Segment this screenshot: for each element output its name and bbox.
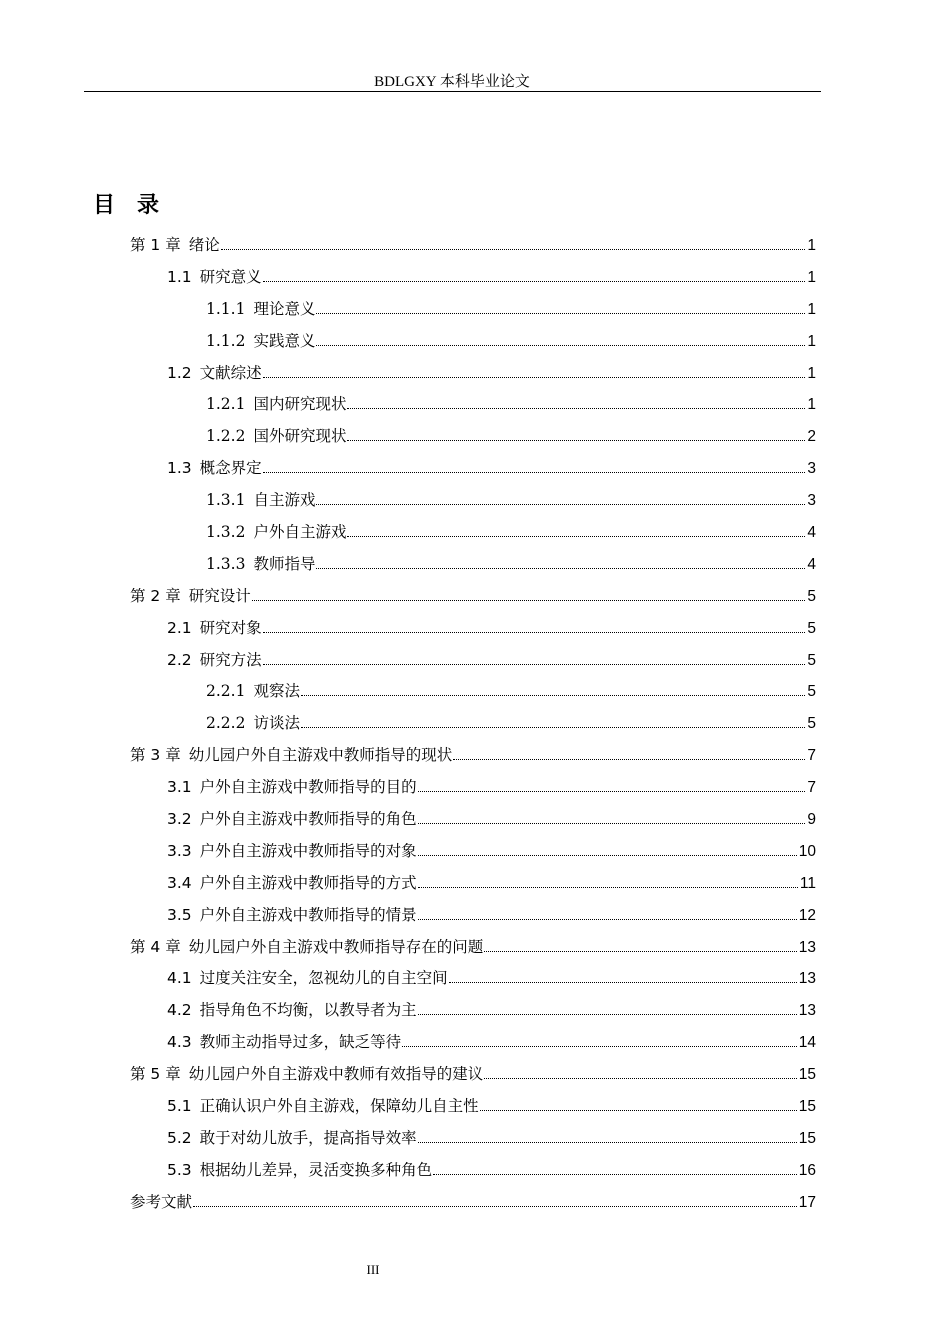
toc-entry-number: 第 4 章	[130, 937, 181, 956]
toc-entry[interactable]	[0, 834, 950, 866]
toc-leader-dots	[316, 568, 805, 569]
toc-entry[interactable]	[0, 579, 950, 611]
toc-entry[interactable]	[0, 866, 950, 898]
toc-entry-number: 2.2	[167, 650, 192, 669]
toc-entry-title: 户外自主游戏中教师指导的方式	[199, 873, 417, 892]
header-divider	[84, 91, 821, 92]
toc-entry[interactable]	[0, 611, 950, 643]
toc-entry[interactable]	[0, 961, 950, 993]
toc-entry-page: 14	[798, 1034, 816, 1052]
toc-leader-dots	[418, 1142, 797, 1143]
toc-leader-dots	[418, 1014, 797, 1015]
toc-entry-title: 户外自主游戏中教师指导的对象	[199, 841, 417, 860]
toc-entry-page: 9	[807, 810, 816, 828]
toc-entry-page: 5	[807, 587, 816, 605]
toc-entry-title: 过度关注安全，忽视幼儿的自主空间	[199, 969, 448, 988]
toc-entry-title: 理论意义	[253, 299, 316, 318]
toc-entry-number: 第 3 章	[130, 746, 181, 765]
toc-entry-title: 幼儿园户外自主游戏中教师指导的现状	[188, 746, 453, 765]
toc-entry[interactable]	[0, 1121, 950, 1153]
toc-leader-dots	[347, 408, 805, 409]
toc-entry[interactable]	[0, 930, 950, 962]
toc-entry-number: 3.3	[167, 841, 192, 860]
toc-leader-dots	[418, 887, 798, 888]
toc-leader-dots	[301, 727, 805, 728]
toc-entry-title: 户外自主游戏	[253, 522, 347, 541]
toc-leader-dots	[418, 791, 806, 792]
toc-entry[interactable]	[0, 770, 950, 802]
toc-entry-number: 第 5 章	[130, 1065, 181, 1084]
toc-entry-number: 5.3	[167, 1160, 192, 1179]
toc-entry-title: 绪论	[188, 235, 220, 254]
toc-entry-title: 幼儿园户外自主游戏中教师指导存在的问题	[188, 937, 484, 956]
toc-entry[interactable]	[0, 1153, 950, 1185]
toc-entry-page: 13	[798, 1002, 816, 1020]
toc-entry-number: 2.1	[167, 618, 192, 637]
toc-leader-dots	[484, 951, 797, 952]
toc-entry-title: 观察法	[253, 682, 300, 701]
toc-entry[interactable]	[0, 419, 950, 451]
toc-entry-title: 教师指导	[253, 554, 316, 573]
toc-entry-title: 敢于对幼儿放手，提高指导效率	[199, 1128, 417, 1147]
toc-entry-title: 自主游戏	[253, 491, 316, 510]
toc-entry-title: 研究设计	[188, 586, 251, 605]
toc-entry-title: 指导角色不均衡，以教导者为主	[199, 1001, 417, 1020]
toc-entry-title: 国外研究现状	[253, 427, 347, 446]
toc-leader-dots	[263, 377, 806, 378]
toc-leader-dots	[418, 823, 806, 824]
toc-entry-number: 1.3.1	[206, 491, 246, 510]
toc-leader-dots	[301, 695, 805, 696]
toc-entry-page: 10	[798, 842, 816, 860]
toc-entry-number: 3.2	[167, 809, 192, 828]
toc-entry-title: 国内研究现状	[253, 395, 347, 414]
toc-leader-dots	[263, 281, 806, 282]
toc-entry-page: 3	[807, 492, 816, 510]
toc-leader-dots	[402, 1046, 797, 1047]
toc-entry-title: 研究对象	[199, 618, 262, 637]
toc-entry-number: 1.3.2	[206, 522, 246, 541]
toc-entry[interactable]	[0, 643, 950, 675]
toc-leader-dots	[449, 982, 797, 983]
toc-entry-page: 13	[798, 938, 816, 956]
toc-entry-number: 1.2.1	[206, 395, 246, 414]
toc-entry[interactable]	[0, 1089, 950, 1121]
toc-leader-dots	[193, 1206, 797, 1207]
toc-entry-page: 2	[807, 428, 816, 446]
toc-leader-dots	[316, 345, 805, 346]
toc-entry-number: 4.1	[167, 969, 192, 988]
toc-entry-number: 3.5	[167, 905, 192, 924]
toc-leader-dots	[418, 919, 797, 920]
toc-entry-page: 15	[798, 1066, 816, 1084]
toc-entry-page: 5	[807, 715, 816, 733]
toc-leader-dots	[347, 536, 805, 537]
toc-entry-page: 1	[807, 396, 816, 414]
toc-entry-title: 参考文献	[130, 1192, 193, 1211]
toc-entry-page: 4	[807, 523, 816, 541]
toc-entry[interactable]	[0, 356, 950, 388]
toc-leader-dots	[433, 1174, 797, 1175]
toc-entry[interactable]	[0, 898, 950, 930]
toc-leader-dots	[316, 313, 805, 314]
toc-entry-number: 5.1	[167, 1096, 192, 1115]
toc-entry[interactable]	[0, 802, 950, 834]
toc-entry-page: 1	[807, 236, 816, 254]
toc-leader-dots	[263, 632, 806, 633]
toc-entry-page: 5	[807, 619, 816, 637]
toc-entry-number: 4.2	[167, 1001, 192, 1020]
toc-entry-title: 根据幼儿差异，灵活变换多种角色	[199, 1160, 433, 1179]
toc-entry[interactable]	[0, 387, 950, 419]
toc-entry-page: 15	[798, 1129, 816, 1147]
toc-entry-title: 正确认识户外自主游戏，保障幼儿自主性	[199, 1096, 479, 1115]
toc-entry-page: 13	[798, 970, 816, 988]
toc-entry[interactable]	[0, 674, 950, 706]
toc-entry-number: 1.1	[167, 267, 192, 286]
toc-entry-page: 5	[807, 683, 816, 701]
toc-entry-page: 15	[798, 1097, 816, 1115]
toc-entry-page: 7	[807, 747, 816, 765]
toc-entry[interactable]	[0, 1057, 950, 1089]
toc-entry-title: 研究方法	[199, 650, 262, 669]
toc-entry-page: 12	[798, 906, 816, 924]
toc-entry-number: 1.2.2	[206, 427, 246, 446]
toc-entry[interactable]	[0, 515, 950, 547]
toc-entry-title: 户外自主游戏中教师指导的情景	[199, 905, 417, 924]
toc-entry[interactable]	[0, 547, 950, 579]
toc-entry-page: 3	[807, 460, 816, 478]
toc-leader-dots	[221, 249, 806, 250]
toc-entry-page: 7	[807, 779, 816, 797]
toc-entry-page: 5	[807, 651, 816, 669]
toc-entry-title: 研究意义	[199, 267, 262, 286]
toc-entry-title: 概念界定	[199, 459, 262, 478]
toc-entry-number: 1.3.3	[206, 554, 246, 573]
toc-entry-number: 1.1.1	[206, 299, 246, 318]
toc-entry-number: 2.2.1	[206, 682, 246, 701]
toc-entry-number: 1.2	[167, 363, 192, 382]
toc-entry-page: 1	[807, 268, 816, 286]
toc-entry-number: 3.1	[167, 778, 192, 797]
toc-entry[interactable]	[0, 451, 950, 483]
toc-entry-number: 1.3	[167, 459, 192, 478]
toc-entry[interactable]	[0, 228, 950, 260]
toc-entry[interactable]	[0, 483, 950, 515]
toc-leader-dots	[252, 600, 806, 601]
toc-leader-dots	[480, 1110, 797, 1111]
toc-entry-title: 幼儿园户外自主游戏中教师有效指导的建议	[188, 1065, 484, 1084]
page-header: BDLGXY 本科毕业论文	[374, 74, 530, 90]
toc-entry[interactable]	[0, 324, 950, 356]
page-number: III	[366, 1262, 380, 1277]
toc-entry[interactable]	[0, 292, 950, 324]
toc-leader-dots	[263, 472, 806, 473]
toc-entry[interactable]	[0, 260, 950, 292]
toc-entry-page: 16	[798, 1161, 816, 1179]
table-of-contents	[0, 228, 950, 1217]
toc-leader-dots	[316, 504, 805, 505]
toc-entry-title: 访谈法	[253, 714, 300, 733]
toc-entry-title: 文献综述	[199, 363, 262, 382]
toc-entry-page: 4	[807, 555, 816, 573]
toc-entry[interactable]	[0, 706, 950, 738]
toc-entry-page: 1	[807, 300, 816, 318]
toc-entry[interactable]	[0, 1185, 950, 1217]
toc-entry-number: 5.2	[167, 1128, 192, 1147]
toc-entry-page: 1	[807, 364, 816, 382]
toc-entry-number: 2.2.2	[206, 714, 246, 733]
toc-leader-dots	[453, 759, 805, 760]
toc-entry-title: 户外自主游戏中教师指导的角色	[199, 809, 417, 828]
toc-entry-number: 3.4	[167, 873, 192, 892]
toc-entry-number: 4.3	[167, 1033, 192, 1052]
toc-leader-dots	[263, 664, 806, 665]
toc-entry[interactable]	[0, 993, 950, 1025]
toc-entry-title: 教师主动指导过多，缺乏等待	[199, 1033, 402, 1052]
toc-heading	[93, 188, 159, 219]
toc-heading-second: 录	[137, 193, 160, 218]
toc-entry-title: 户外自主游戏中教师指导的目的	[199, 778, 417, 797]
toc-entry-page: 17	[798, 1193, 816, 1211]
toc-entry-number: 第 2 章	[130, 586, 181, 605]
toc-entry-number: 1.1.2	[206, 331, 246, 350]
toc-leader-dots	[484, 1078, 797, 1079]
toc-entry[interactable]	[0, 738, 950, 770]
toc-entry-page: 11	[799, 874, 816, 892]
toc-entry-page: 1	[807, 332, 816, 350]
toc-leader-dots	[347, 440, 805, 441]
toc-leader-dots	[418, 855, 797, 856]
toc-heading-first: 目	[93, 193, 116, 218]
toc-entry[interactable]	[0, 1025, 950, 1057]
toc-entry-title: 实践意义	[253, 331, 316, 350]
toc-entry-number: 第 1 章	[130, 235, 181, 254]
